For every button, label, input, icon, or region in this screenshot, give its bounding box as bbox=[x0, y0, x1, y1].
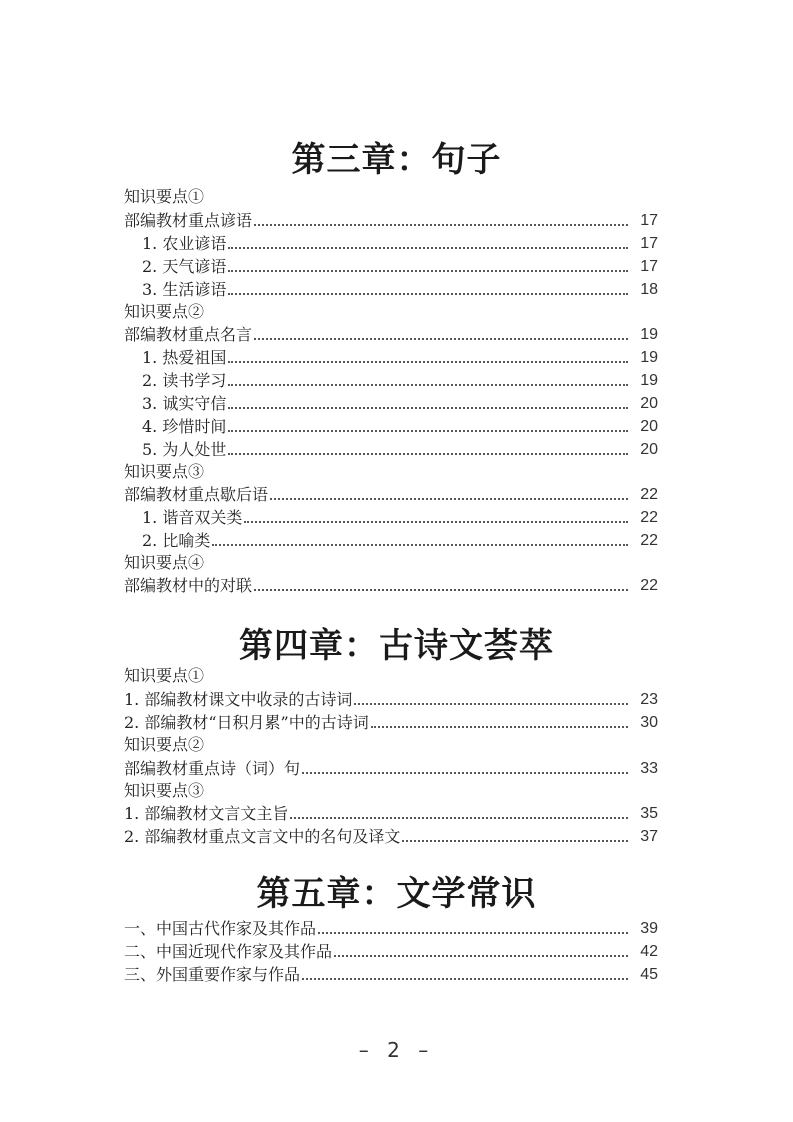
dot-leader bbox=[244, 520, 628, 523]
toc-page-number: 39 bbox=[640, 920, 658, 937]
chapter-title: 第五章：文学常识 bbox=[256, 874, 537, 914]
toc-page-number: 30 bbox=[640, 714, 658, 731]
toc-page-number: 20 bbox=[640, 418, 658, 435]
toc-entry[interactable] bbox=[124, 941, 658, 963]
toc-entry-title: 2. 部编教材重点文言文中的名句及译文 bbox=[124, 827, 401, 846]
dot-leader bbox=[402, 839, 628, 842]
toc-page-number: 22 bbox=[640, 532, 658, 549]
toc-entry-title: 三、外国重要作家与作品 bbox=[124, 965, 301, 984]
toc-page-number: 35 bbox=[640, 805, 658, 822]
toc-page-number: 22 bbox=[640, 509, 658, 526]
toc-page-number: 19 bbox=[640, 349, 658, 366]
toc-page-number: 19 bbox=[640, 372, 658, 389]
toc-entry[interactable] bbox=[142, 279, 658, 301]
toc-entry-title: 3. 诚实守信 bbox=[142, 394, 227, 413]
knowledge-point-label: 知识要点③ bbox=[124, 462, 205, 481]
knowledge-point-label: 知识要点① bbox=[124, 666, 205, 685]
toc-entry-title: 1. 谐音双关类 bbox=[142, 508, 243, 527]
toc-page-number: 33 bbox=[640, 760, 658, 777]
toc-entry-title: 二、中国近现代作家及其作品 bbox=[124, 942, 333, 961]
toc-entry-title: 1. 农业谚语 bbox=[142, 234, 227, 253]
toc-entry[interactable] bbox=[142, 416, 658, 438]
toc-entry[interactable] bbox=[142, 507, 658, 529]
dot-leader bbox=[228, 360, 628, 363]
toc-entry-title: 3. 生活谚语 bbox=[142, 280, 227, 299]
toc-entry[interactable] bbox=[124, 484, 658, 506]
toc-entry[interactable] bbox=[142, 530, 658, 552]
toc-entry-title: 部编教材中的对联 bbox=[124, 576, 253, 595]
toc-page-number: 20 bbox=[640, 441, 658, 458]
dot-leader bbox=[228, 292, 628, 295]
knowledge-point-label: 知识要点④ bbox=[124, 553, 205, 572]
dot-leader bbox=[254, 337, 628, 340]
toc-entry-title: 部编教材重点歇后语 bbox=[124, 485, 269, 504]
toc-entry-title: 部编教材重点名言 bbox=[124, 325, 253, 344]
toc-page-number: 19 bbox=[640, 326, 658, 343]
toc-entry[interactable] bbox=[124, 689, 658, 711]
toc-page-number: 18 bbox=[640, 281, 658, 298]
toc-page-number: 42 bbox=[640, 943, 658, 960]
dot-leader bbox=[254, 223, 628, 226]
toc-entry[interactable] bbox=[124, 324, 658, 346]
toc-entry-title: 2. 比喻类 bbox=[142, 531, 211, 550]
dot-leader bbox=[302, 977, 628, 980]
toc-page-number: 17 bbox=[640, 258, 658, 275]
toc-page-number: 23 bbox=[640, 691, 658, 708]
toc-entry-title: 部编教材重点诗（词）句 bbox=[124, 759, 301, 778]
dot-leader bbox=[212, 543, 628, 546]
toc-entry[interactable] bbox=[142, 439, 658, 461]
toc-entry-title: 2. 读书学习 bbox=[142, 371, 227, 390]
chapter-title: 第四章：古诗文荟萃 bbox=[239, 626, 554, 666]
toc-page-number: 37 bbox=[640, 828, 658, 845]
dot-leader bbox=[318, 931, 628, 934]
knowledge-point-label: 知识要点② bbox=[124, 302, 205, 321]
page-number-footer: – 2 – bbox=[358, 1038, 435, 1062]
dot-leader bbox=[228, 383, 628, 386]
toc-entry[interactable] bbox=[142, 393, 658, 415]
toc-entry[interactable] bbox=[124, 575, 658, 597]
toc-entry-title: 一、中国古代作家及其作品 bbox=[124, 919, 317, 938]
toc-entry[interactable] bbox=[124, 964, 658, 986]
toc-entry-title: 1. 部编教材文言文主旨 bbox=[124, 804, 289, 823]
knowledge-point-label: 知识要点① bbox=[124, 187, 205, 206]
toc-page-number: 22 bbox=[640, 486, 658, 503]
dot-leader bbox=[228, 406, 628, 409]
toc-entry-title: 1. 热爱祖国 bbox=[142, 348, 227, 367]
toc-entry-title: 部编教材重点谚语 bbox=[124, 211, 253, 230]
toc-entry-title: 1. 部编教材课文中收录的古诗词 bbox=[124, 690, 353, 709]
toc-entry[interactable] bbox=[124, 712, 658, 734]
dot-leader bbox=[371, 725, 628, 728]
dot-leader bbox=[254, 588, 628, 591]
toc-entry[interactable] bbox=[124, 758, 658, 780]
knowledge-point-label: 知识要点③ bbox=[124, 781, 205, 800]
toc-entry-title: 4. 珍惜时间 bbox=[142, 417, 227, 436]
toc-entry-title: 2. 天气谚语 bbox=[142, 257, 227, 276]
dot-leader bbox=[228, 246, 628, 249]
dot-leader bbox=[228, 269, 628, 272]
dot-leader bbox=[334, 954, 628, 957]
dot-leader bbox=[270, 497, 628, 500]
toc-entry[interactable] bbox=[142, 370, 658, 392]
chapter-title: 第三章：句子 bbox=[291, 140, 502, 180]
toc-entry[interactable] bbox=[142, 233, 658, 255]
dot-leader bbox=[228, 429, 628, 432]
toc-entry-title: 5. 为人处世 bbox=[142, 440, 227, 459]
toc-page-number: 45 bbox=[640, 966, 658, 983]
toc-page-number: 22 bbox=[640, 577, 658, 594]
toc-page-number: 17 bbox=[640, 212, 658, 229]
toc-entry[interactable] bbox=[142, 347, 658, 369]
toc-entry[interactable] bbox=[142, 256, 658, 278]
dot-leader bbox=[302, 771, 628, 774]
toc-entry-title: 2. 部编教材“日积月累”中的古诗词 bbox=[124, 713, 369, 732]
toc-page-number: 20 bbox=[640, 395, 658, 412]
toc-entry[interactable] bbox=[124, 803, 658, 825]
dot-leader bbox=[354, 702, 628, 705]
dot-leader bbox=[290, 816, 628, 819]
toc-page-number: 17 bbox=[640, 235, 658, 252]
toc-entry[interactable] bbox=[124, 210, 658, 232]
toc-entry[interactable] bbox=[124, 918, 658, 940]
knowledge-point-label: 知识要点② bbox=[124, 735, 205, 754]
toc-entry[interactable] bbox=[124, 826, 658, 848]
dot-leader bbox=[228, 452, 628, 455]
